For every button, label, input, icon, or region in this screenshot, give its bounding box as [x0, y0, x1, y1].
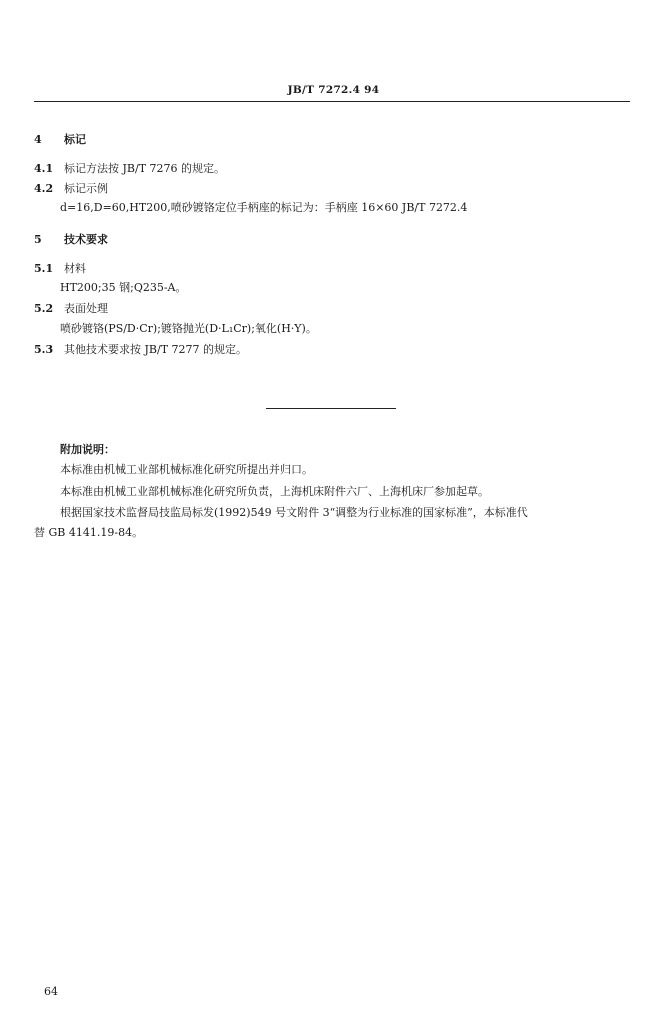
clause-text: 其他技术要求按 JB/T 7277 的规定。: [64, 343, 248, 356]
section-end-rule: [266, 408, 396, 409]
notes-line-2: 本标准由机械工业部机械标准化研究所负责，上海机床附件六厂、上海机床厂参加起草。: [60, 485, 489, 498]
section-number: 5: [34, 233, 42, 246]
clause-text: 标记示例: [64, 182, 108, 195]
page-number: 64: [44, 985, 58, 998]
clause-number: 4.2: [34, 182, 54, 195]
notes-line-3a: 根据国家技术监督局技监局标发(1992)549 号文附件 3“调整为行业标准的国家标准”，本标准代: [60, 506, 528, 519]
notes-title: 附加说明：: [60, 443, 115, 456]
clause-text: 表面处理: [64, 302, 108, 315]
clause-4-1: [34, 162, 225, 176]
clause-5-2: [34, 302, 108, 316]
clause-4-2: [34, 182, 108, 196]
section-4-heading: [34, 133, 86, 147]
material-detail: HT200;35 钢;Q235-A。: [60, 281, 187, 294]
clause-text: 材料: [64, 262, 86, 275]
clause-number: 5.3: [34, 343, 54, 356]
notes-line-3b: 替 GB 4141.19-84。: [34, 526, 144, 539]
section-5-heading: [34, 233, 108, 247]
section-title: 技术要求: [64, 233, 108, 246]
section-number: 4: [34, 133, 42, 146]
document-code-header: JB/T 7272.4 94: [287, 84, 380, 96]
surface-treatment-detail: 喷砂镀铬(PS/D·Cr);镀铬抛光(D·L₁Cr);氧化(H·Y)。: [60, 322, 317, 335]
notes-line-1: 本标准由机械工业部机械标准化研究所提出并归口。: [60, 463, 313, 476]
clause-number: 5.2: [34, 302, 54, 315]
clause-number: 5.1: [34, 262, 54, 275]
section-title: 标记: [64, 133, 86, 146]
clause-number: 4.1: [34, 162, 54, 175]
clause-5-3: [34, 343, 247, 357]
header-rule: [34, 101, 630, 102]
marking-example: d=16,D=60,HT200,喷砂镀铬定位手柄座的标记为：手柄座 16×60 JB/T 7272.4: [60, 201, 468, 214]
clause-text: 标记方法按 JB/T 7276 的规定。: [64, 162, 226, 175]
clause-5-1: [34, 262, 86, 276]
